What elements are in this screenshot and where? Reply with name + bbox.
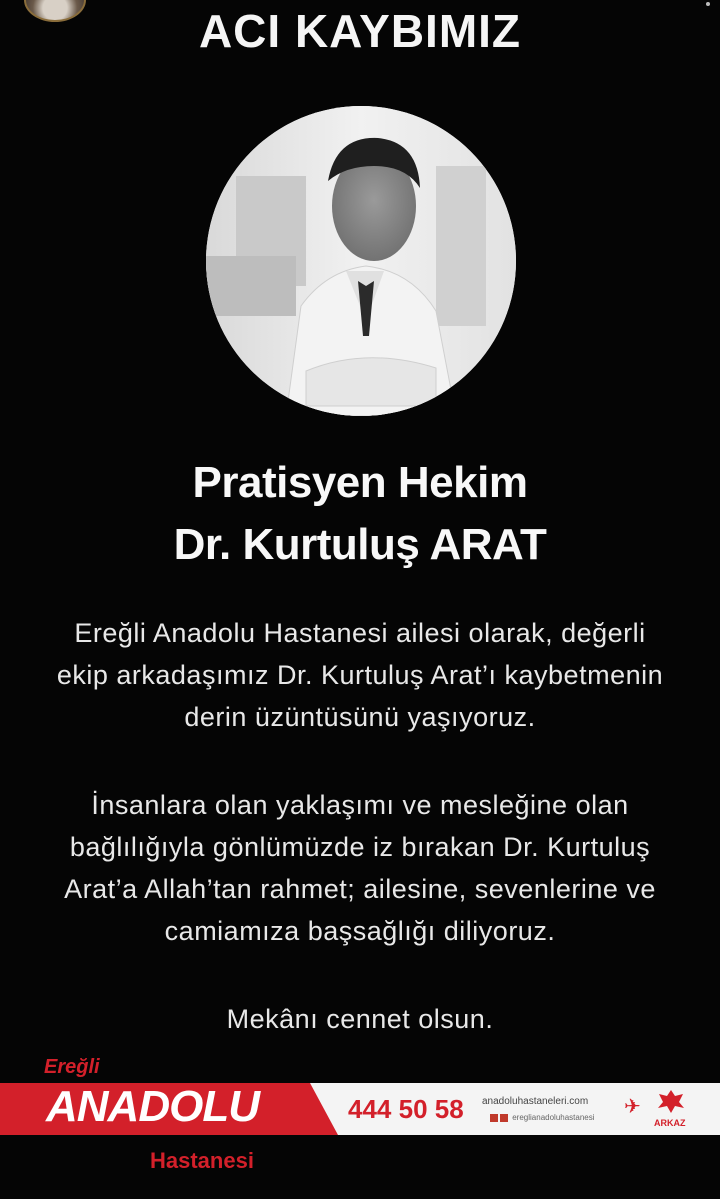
phone-number[interactable]: 444 50 58 — [348, 1094, 464, 1124]
brand-city: Ereğli — [44, 1056, 100, 1078]
social-handle-text: ereglianadoluhastanesi — [512, 1113, 595, 1122]
closing-line — [0, 998, 720, 1040]
portrait-photo — [206, 106, 516, 416]
plane-icon: ✈ — [624, 1096, 641, 1118]
message-line: Ereğli Anadolu Hastanesi ailesi olarak, değerli — [74, 618, 646, 648]
brand-subtitle: Hastanesi — [150, 1148, 254, 1173]
footer-banner — [0, 1048, 720, 1199]
person-name: Dr. Kurtuluş ARAT — [173, 520, 547, 569]
website-link[interactable]: anadoluhastaneleri.com — [482, 1096, 589, 1107]
message-line: Mekânı cennet olsun. — [226, 1004, 494, 1034]
eagle-emblem-icon — [656, 1088, 686, 1114]
message-line: İnsanlara olan yaklaşımı ve mesleğine olan — [91, 790, 629, 820]
person-role: Pratisyen Hekim — [192, 458, 528, 507]
facebook-icon — [490, 1114, 498, 1122]
message-paragraph — [0, 612, 720, 738]
message-paragraph — [0, 784, 720, 952]
brand-logo-text: ANADOLU — [46, 1082, 259, 1131]
message-line: derin üzüntüsünü yaşıyoruz. — [184, 702, 536, 732]
social-handle[interactable] — [490, 1113, 595, 1122]
partner-logo: ARKAZ — [654, 1118, 686, 1128]
message-line: bağlılığıyla gönlümüzde iz bırakan Dr. Kurtuluş — [69, 832, 651, 862]
message-line: camiamıza başsağlığı diliyoruz. — [164, 916, 556, 946]
message-line: ekip arkadaşımız Dr. Kurtuluş Arat’ı kaybetmenin — [56, 660, 664, 690]
page-title: ACI KAYBIMIZ — [198, 5, 522, 57]
message-line: Arat’a Allah’tan rahmet; ailesine, sevenlerine ve — [64, 874, 656, 904]
instagram-icon — [500, 1114, 508, 1122]
